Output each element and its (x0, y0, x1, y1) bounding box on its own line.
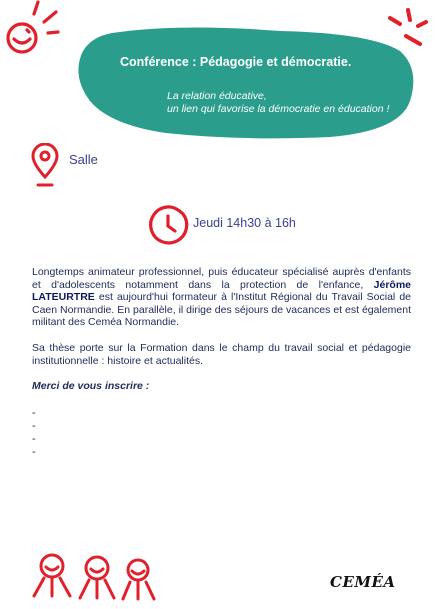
body-text (32, 266, 411, 459)
conference-subtitle-line2: un lien qui favorise la démocratie en éducation ! (167, 103, 390, 115)
list-item: - (32, 445, 36, 458)
conference-subtitle-line1: La relation éducative, (167, 90, 267, 102)
time-label: Jeudi 14h30 à 16h (193, 216, 296, 230)
smiley-icon (0, 0, 62, 60)
smiley-characters-icon (30, 552, 160, 609)
list-item: - (32, 419, 36, 432)
paragraph-thesis: Sa thèse porte sur la Formation dans le champ du travail social et pédagogie institutionnelle : histoire et actualités. (32, 341, 411, 367)
list-item: - (32, 432, 36, 445)
clock-icon (145, 202, 191, 248)
conference-title: Conférence : Pédagogie et démocratie. (120, 55, 352, 69)
location-label: Salle (69, 152, 98, 167)
signup-label: Merci de vous inscrire : (32, 380, 150, 393)
paragraph-bio: Longtemps animateur professionnel, puis éducateur spécialisé auprès d'enfants et d'adolescents notamment dans la protection de l'enfance, Jérôme LATEURTRE est aujourd'hui formateur à l'Institut Régional du Travail Social de Caen Normandie. En parallèle, il dirige des séjours de vacances et est également militant des Ceméa Normandie. (32, 266, 411, 329)
banner-background (70, 25, 420, 140)
speaker-name: Jérôme LATEURTRE (32, 278, 411, 304)
list-item: - (32, 406, 36, 419)
cemea-logo (330, 573, 396, 592)
signup-list (32, 407, 411, 459)
logo-text: CEMÉA (330, 573, 396, 591)
location-pin-icon (30, 143, 60, 191)
